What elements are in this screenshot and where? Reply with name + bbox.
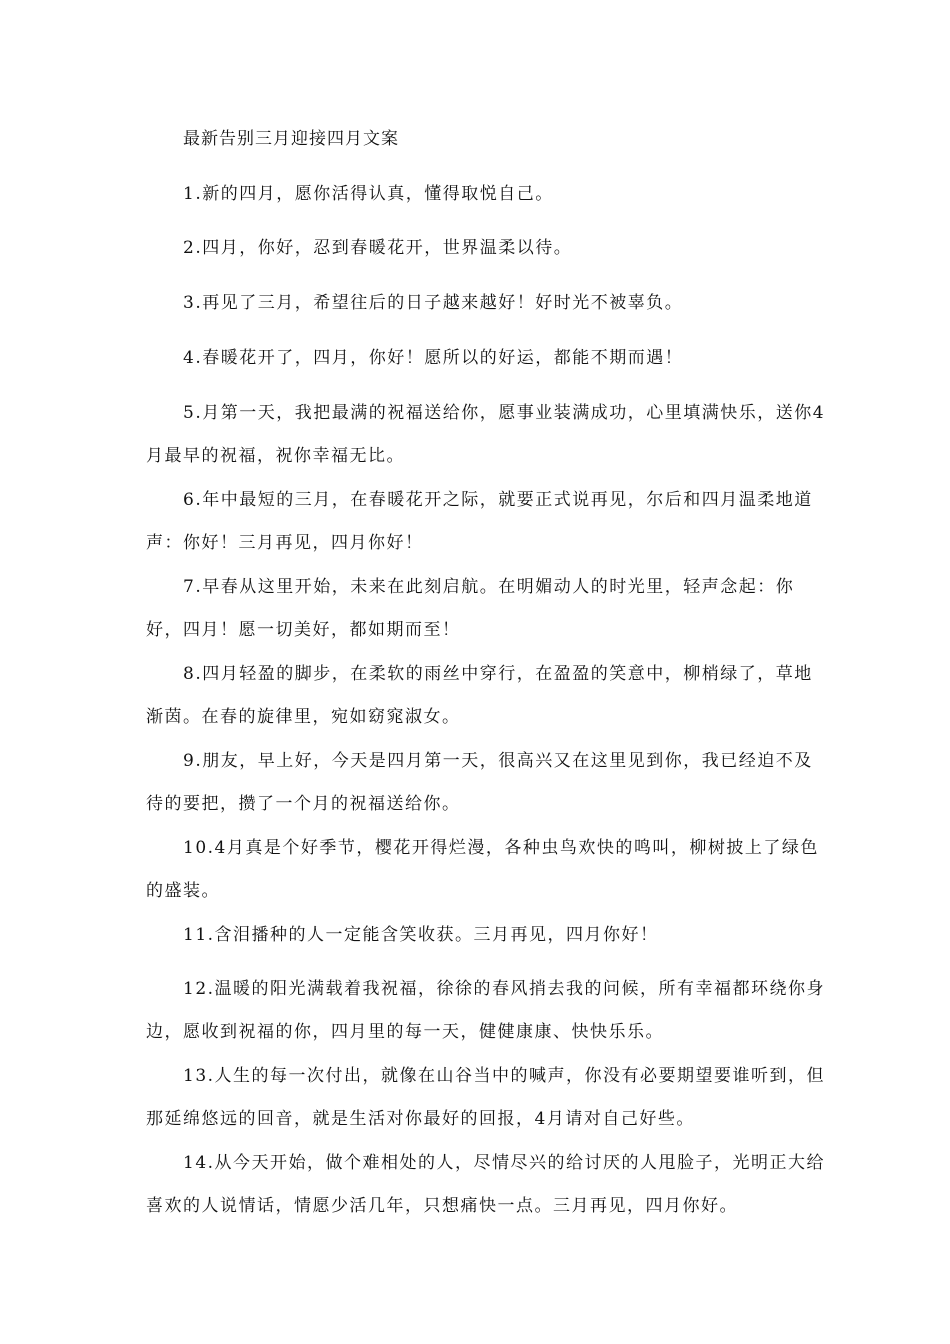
paragraph-8: 8.四月轻盈的脚步，在柔软的雨丝中穿行，在盈盈的笑意中，柳梢绿了，草地渐茵。在春的旋律里，宛如窈窕淑女。	[146, 664, 813, 727]
paragraph-2: 2.四月，你好，忍到春暖花开，世界温柔以待。	[183, 238, 573, 258]
paragraph-1: 1.新的四月，愿你活得认真，懂得取悦自己。	[183, 184, 554, 204]
paragraph-3: 3.再见了三月，希望往后的日子越来越好！好时光不被辜负。	[183, 293, 684, 313]
paragraph-5: 5.月第一天，我把最满的祝福送给你，愿事业装满成功，心里填满快乐，送你4月最早的祝福，祝你幸福无比。	[146, 403, 826, 466]
paragraph-14: 14.从今天开始，做个难相处的人，尽情尽兴的给讨厌的人甩脸子，光明正大给喜欢的人说情话，情愿少活几年，只想痛快一点。三月再见，四月你好。	[146, 1153, 826, 1216]
paragraph-11: 11.含泪播种的人一定能含笑收获。三月再见，四月你好！	[183, 925, 659, 945]
paragraph-13: 13.人生的每一次付出，就像在山谷当中的喊声，你没有必要期望要谁听到，但那延绵悠远的回音，就是生活对你最好的回报，4月请对自己好些。	[146, 1066, 826, 1129]
paragraph-12: 12.温暖的阳光满载着我祝福，徐徐的春风捎去我的问候，所有幸福都环绕你身边，愿收到祝福的你，四月里的每一天，健健康康、快快乐乐。	[146, 979, 826, 1042]
paragraph-7: 7.早春从这里开始，未来在此刻启航。在明媚动人的时光里，轻声念起：你好，四月！愿一切美好，都如期而至！	[146, 577, 795, 640]
paragraph-4: 4.春暖花开了，四月，你好！愿所以的好运，都能不期而遇！	[183, 348, 684, 368]
paragraph-10: 10.4月真是个好季节，樱花开得烂漫，各种虫鸟欢快的鸣叫，柳树披上了绿色的盛装。	[146, 838, 819, 901]
paragraph-9: 9.朋友，早上好，今天是四月第一天，很高兴又在这里见到你，我已经迫不及待的要把，攒了一个月的祝福送给你。	[146, 751, 813, 814]
document-title: 最新告别三月迎接四月文案	[183, 129, 399, 149]
paragraph-6: 6.年中最短的三月，在春暖花开之际，就要正式说再见，尔后和四月温柔地道声：你好！三月再见，四月你好！	[146, 490, 813, 553]
